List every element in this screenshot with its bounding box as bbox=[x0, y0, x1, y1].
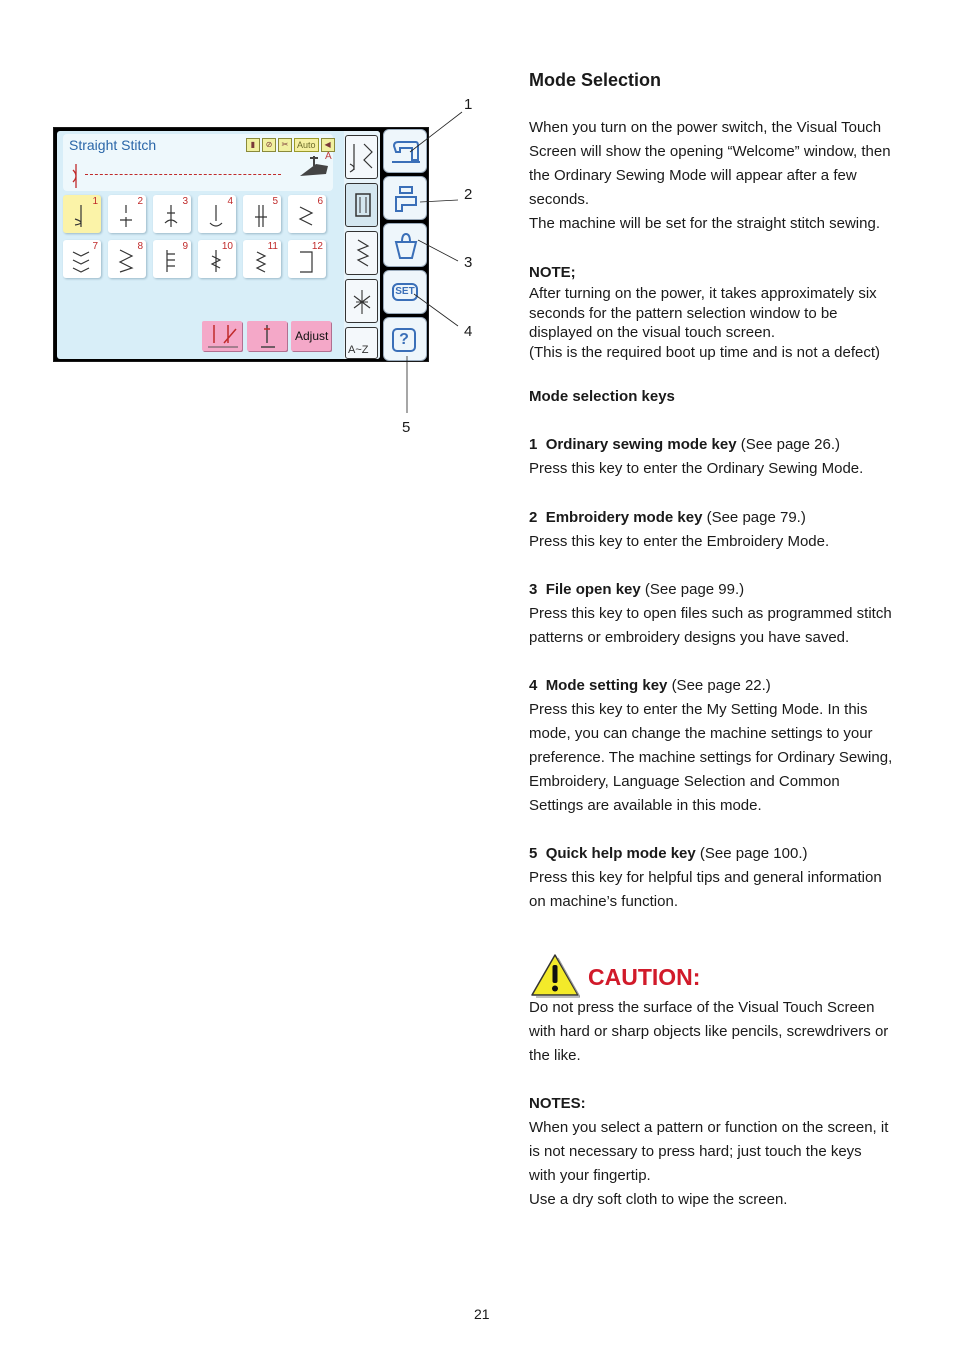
stitch-pattern-icon bbox=[249, 203, 273, 229]
note-line: (This is the required boot up time and is not a defect) bbox=[529, 343, 881, 361]
intro-line: Screen will show the opening “Welcome” window, then bbox=[529, 143, 891, 160]
pattern-key[interactable] bbox=[243, 195, 281, 233]
key-title bbox=[529, 674, 929, 698]
sound-icon: ◀ bbox=[321, 138, 335, 152]
key-title bbox=[529, 578, 929, 602]
key-page-ref: (See page 99.) bbox=[644, 581, 745, 598]
embroidery-mode-key[interactable] bbox=[383, 176, 427, 220]
pattern-number: 4 bbox=[227, 196, 233, 207]
pattern-key[interactable] bbox=[108, 240, 146, 278]
quilt-stitches-tab[interactable] bbox=[345, 279, 378, 323]
caution-line: with hard or sharp objects like pencils, screwdrivers or bbox=[529, 1023, 889, 1040]
pattern-selection-panel bbox=[57, 131, 380, 359]
key-item-file-open bbox=[529, 578, 929, 650]
pattern-number: 9 bbox=[182, 241, 188, 252]
pattern-key[interactable] bbox=[198, 195, 236, 233]
notes-line: is not necessary to press hard; just touch the keys bbox=[529, 1143, 862, 1160]
stitch-pattern-icon bbox=[114, 203, 138, 229]
stitch-pattern-icon bbox=[159, 203, 183, 229]
pattern-number: 11 bbox=[267, 241, 278, 252]
presser-foot-icon bbox=[296, 154, 332, 180]
set-label: SET bbox=[392, 283, 418, 301]
ordinary-sewing-mode-key[interactable] bbox=[383, 129, 427, 173]
stitch-pattern-icon bbox=[69, 203, 93, 229]
key-page-ref: (See page 79.) bbox=[706, 509, 806, 526]
single-needle-icon bbox=[247, 321, 287, 351]
mode-key-column bbox=[381, 128, 427, 361]
page-heading: Mode Selection bbox=[529, 70, 662, 90]
key-title bbox=[529, 433, 929, 457]
notes-line: with your fingertip. bbox=[529, 1167, 651, 1184]
pattern-number: 12 bbox=[311, 241, 323, 252]
stitch-pattern-icon bbox=[159, 248, 183, 274]
flower-stitch-icon bbox=[346, 280, 379, 324]
needle-position-icon: ▮ bbox=[246, 138, 260, 152]
stitch-pattern-icon bbox=[294, 248, 318, 274]
key-page-ref: (See page 22.) bbox=[671, 677, 771, 694]
touch-screen-figure bbox=[53, 127, 429, 362]
pattern-key[interactable] bbox=[108, 195, 146, 233]
zigzag-preview-icon bbox=[346, 136, 379, 180]
adjust-label: Adjust bbox=[295, 329, 329, 343]
key-name: Embroidery mode key bbox=[545, 509, 703, 526]
pattern-key[interactable] bbox=[288, 240, 326, 278]
key-desc: patterns or embroidery designs you have saved. bbox=[529, 629, 850, 646]
key-item-embroidery bbox=[529, 506, 929, 554]
intro-line: The machine will be set for the straight stitch sewing. bbox=[529, 215, 880, 232]
key-page-ref: (See page 26.) bbox=[740, 436, 841, 453]
alphabet-label: A~Z bbox=[348, 344, 369, 356]
warning-triangle-icon bbox=[530, 952, 580, 998]
key-desc: Embroidery, Language Selection and Common bbox=[529, 773, 840, 790]
key-number: 4 bbox=[529, 677, 538, 694]
twin-needle-key[interactable] bbox=[202, 321, 242, 351]
caution-title: CAUTION: bbox=[588, 964, 701, 990]
key-number: 3 bbox=[529, 581, 538, 598]
stitch-preview-line bbox=[85, 174, 281, 175]
pattern-number: 2 bbox=[137, 196, 143, 207]
key-item-ordinary-sewing bbox=[529, 433, 929, 481]
key-item-mode-setting bbox=[529, 674, 929, 818]
notes-title: NOTES: bbox=[529, 1095, 586, 1112]
status-icons bbox=[246, 138, 335, 152]
screen-title: Straight Stitch bbox=[69, 137, 157, 153]
key-name: Ordinary sewing mode key bbox=[545, 436, 737, 453]
key-desc: Press this key to enter the Ordinary Sewing Mode. bbox=[529, 460, 864, 477]
presser-foot-letter: A bbox=[325, 151, 332, 162]
pattern-key[interactable] bbox=[153, 195, 191, 233]
utility-stitches-tab[interactable] bbox=[345, 183, 378, 227]
notes-body bbox=[529, 1116, 929, 1212]
callout-4: 4 bbox=[464, 323, 473, 340]
auto-lock-badge: Auto bbox=[294, 138, 319, 152]
callout-5: 5 bbox=[402, 419, 411, 436]
caution-body bbox=[529, 996, 929, 1068]
key-desc: on machine’s function. bbox=[529, 893, 678, 910]
key-name: Mode setting key bbox=[545, 677, 668, 694]
stitch-pattern-icon bbox=[204, 248, 228, 274]
pattern-number: 7 bbox=[92, 241, 98, 252]
scissors-icon: ✂ bbox=[278, 138, 292, 152]
key-title bbox=[529, 842, 929, 866]
key-desc: Press this key to enter the My Setting Mode. In this bbox=[529, 701, 868, 718]
intro-line: When you turn on the power switch, the Visual Touch bbox=[529, 119, 882, 136]
buttonhole-icon bbox=[346, 184, 379, 228]
key-number: 5 bbox=[529, 845, 538, 862]
pattern-number: 3 bbox=[182, 196, 188, 207]
key-desc: mode, you can change the machine settings to your bbox=[529, 725, 873, 742]
keys-heading: Mode selection keys bbox=[529, 388, 675, 405]
pattern-number: 5 bbox=[272, 196, 278, 207]
note-line: displayed on the visual touch screen. bbox=[529, 324, 775, 341]
satin-stitch-icon bbox=[346, 232, 379, 276]
stitch-pattern-icon bbox=[249, 248, 273, 274]
adjust-button[interactable] bbox=[291, 321, 331, 351]
decorative-stitches-tab[interactable] bbox=[345, 231, 378, 275]
bag-icon bbox=[390, 230, 422, 262]
key-number: 2 bbox=[529, 509, 538, 526]
stitch-width-key[interactable] bbox=[247, 321, 287, 351]
pattern-number: 1 bbox=[92, 196, 98, 207]
key-title bbox=[529, 506, 929, 530]
quick-help-key[interactable] bbox=[383, 317, 427, 361]
pattern-key[interactable] bbox=[288, 195, 326, 233]
key-desc: preference. The machine settings for Ordinary Sewing, bbox=[529, 749, 893, 766]
pattern-number: 8 bbox=[137, 241, 143, 252]
note-line: After turning on the power, it takes approximately six bbox=[529, 285, 877, 302]
file-open-key[interactable] bbox=[383, 223, 427, 267]
pattern-key[interactable] bbox=[153, 240, 191, 278]
mode-setting-key[interactable] bbox=[383, 270, 427, 314]
stitch-preview-tab[interactable] bbox=[345, 135, 378, 179]
stitch-pattern-icon bbox=[114, 248, 138, 274]
callout-2: 2 bbox=[464, 186, 473, 203]
key-page-ref: (See page 100.) bbox=[699, 845, 808, 862]
pattern-key[interactable] bbox=[63, 240, 101, 278]
needle-icon bbox=[71, 162, 81, 190]
key-number: 1 bbox=[529, 436, 538, 453]
key-desc: Press this key to open files such as programmed stitch bbox=[529, 605, 892, 622]
key-item-quick-help bbox=[529, 842, 929, 914]
callout-3: 3 bbox=[464, 254, 473, 271]
intro-line: the Ordinary Sewing Mode will appear after a few bbox=[529, 167, 857, 184]
note-line: seconds for the pattern selection window to be bbox=[529, 304, 838, 322]
pattern-number: 10 bbox=[221, 241, 233, 252]
note-body bbox=[529, 284, 929, 362]
key-desc: Press this key to enter the Embroidery Mode. bbox=[529, 533, 830, 550]
key-name: File open key bbox=[545, 581, 641, 598]
caution-line: Do not press the surface of the Visual Touch Screen bbox=[529, 999, 875, 1016]
notes-line: Use a dry soft cloth to wipe the screen. bbox=[529, 1191, 788, 1208]
intro-paragraph bbox=[529, 116, 929, 236]
status-bar bbox=[63, 134, 333, 191]
twin-needle-icon bbox=[202, 321, 242, 351]
embroidery-machine-icon bbox=[390, 183, 422, 215]
stitch-pattern-icon bbox=[294, 203, 318, 229]
notes-line: When you select a pattern or function on the screen, it bbox=[529, 1119, 889, 1136]
pattern-number: 6 bbox=[317, 196, 323, 207]
thread-cutter-icon: ⊘ bbox=[262, 138, 276, 152]
callout-1: 1 bbox=[464, 96, 473, 113]
intro-line: seconds. bbox=[529, 191, 590, 208]
alphabet-tab[interactable] bbox=[345, 327, 378, 359]
pattern-key[interactable] bbox=[63, 195, 101, 233]
page-number: 21 bbox=[474, 1306, 490, 1322]
pattern-key[interactable] bbox=[243, 240, 281, 278]
pattern-key[interactable] bbox=[198, 240, 236, 278]
key-desc: Settings are available in this mode. bbox=[529, 797, 762, 814]
key-desc: Press this key for helpful tips and general information bbox=[529, 869, 882, 886]
key-name: Quick help mode key bbox=[545, 845, 696, 862]
stitch-pattern-icon bbox=[204, 203, 228, 229]
note-title: NOTE; bbox=[529, 264, 576, 281]
category-column bbox=[344, 131, 380, 359]
help-icon: ? bbox=[392, 328, 416, 352]
sewing-machine-icon bbox=[390, 136, 422, 168]
stitch-pattern-icon bbox=[69, 248, 93, 274]
caution-line: the like. bbox=[529, 1047, 581, 1064]
